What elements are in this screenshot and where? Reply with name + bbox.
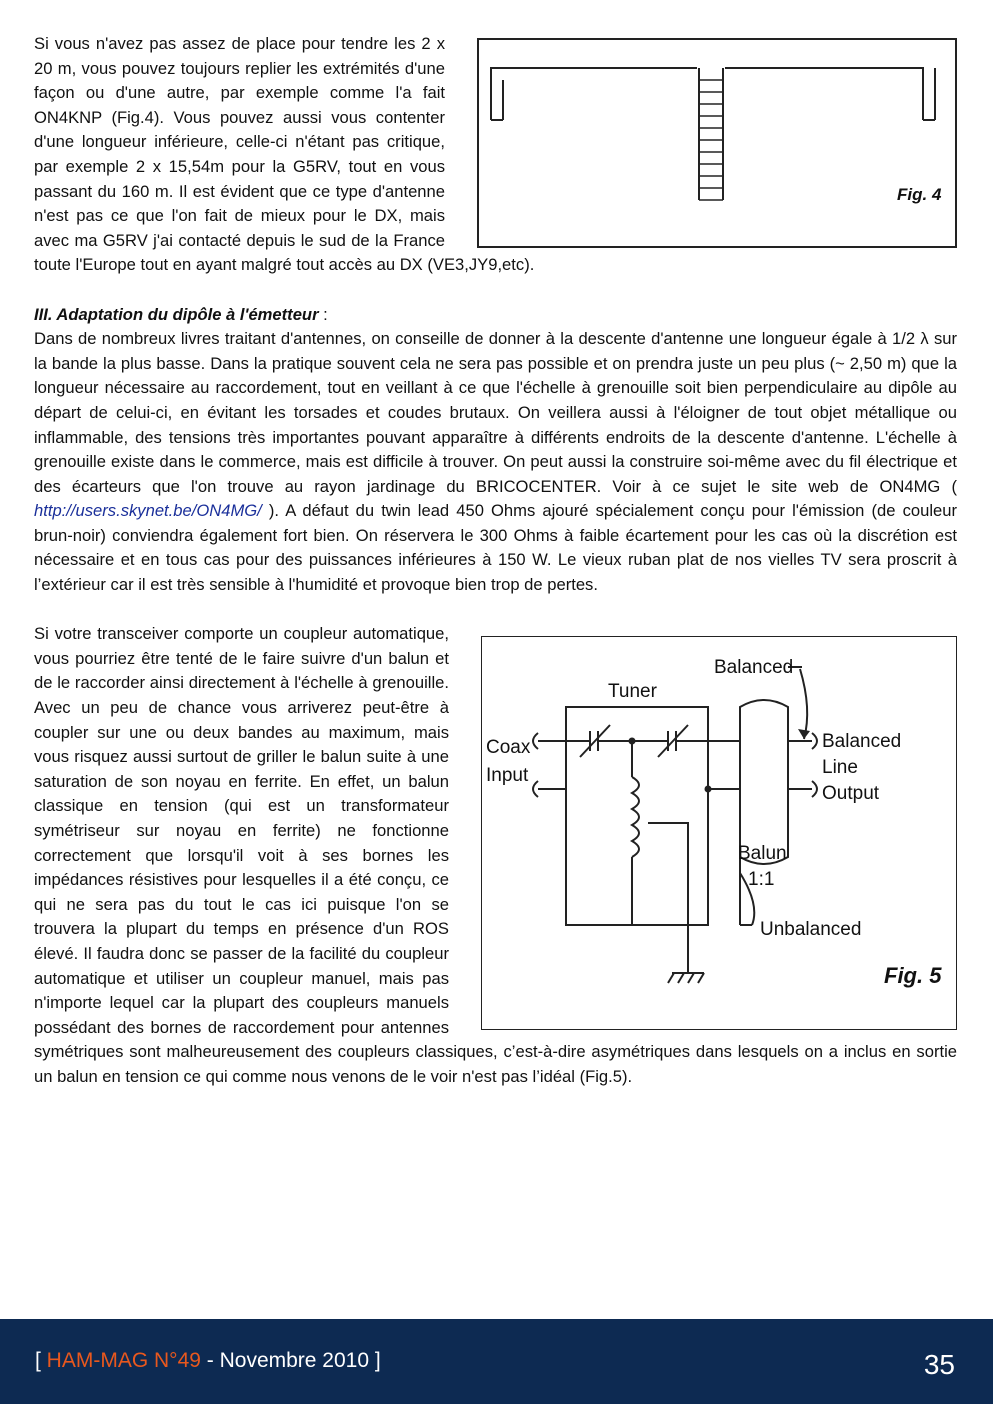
ratio-label: 1:1 bbox=[748, 869, 775, 891]
figure-4-frame bbox=[477, 38, 957, 248]
figure-4-label: Fig. 4 bbox=[897, 185, 942, 204]
footer-close: ] bbox=[369, 1349, 381, 1372]
input-label: Input bbox=[486, 765, 529, 787]
paragraph-feedline-part2: ). A défaut du twin lead 450 Ohms ajouré spécialement conçu pour l'émission (de couleur brun-noir) conviendra également fort bien. On réservera le 300 Ohms à faible écartement pour les cas où la discrétion est nécessaire et en tous cas pour des puissances inférieures à 150 W. Le vieux ruban plat de nos vielles TV sera proscrit à l’extérieur car il est très sensible à l'humidité et provoque bien trop de pertes. bbox=[34, 501, 957, 595]
footer-magazine: HAM-MAG N°49 bbox=[46, 1349, 201, 1372]
footer-separator: - bbox=[200, 1349, 220, 1372]
page-number: 35 bbox=[923, 1349, 955, 1380]
ladder-rungs bbox=[699, 80, 723, 200]
out-output-label: Output bbox=[822, 783, 880, 805]
article-body bbox=[34, 0, 957, 1090]
section-heading-colon: : bbox=[318, 304, 328, 324]
folded-dipole-diagram bbox=[479, 40, 955, 246]
footer-open: [ bbox=[35, 1349, 47, 1372]
out-line-label: Line bbox=[822, 757, 858, 779]
paragraph-folded-ends: Si vous n'avez pas assez de place pour tendre les 2 x 20 m, vous pouvez toujours replier les extrémités d'une façon ou d'une autre, par exemple comme l'a fait ON4KNP (Fig.4). Vous pouvez aussi vous contenter d'une longueur inférieure, celle-ci n'étant pas critique, par exemple 2 x 15,54m pour la G5RV, tout en vous passant du 160 m. Il est évident que ce type d'antenne n'est pas ce que l'on fait de mieux pour le DX, mais avec ma G5RV j'ai contacté depuis le sud de la France toute l'Europe tout en ayant malgré tout accès au DX (VE3,JY9,etc). bbox=[34, 34, 535, 275]
balanced-label: Balanced bbox=[714, 657, 794, 679]
paragraph-balun: Si votre transceiver comporte un coupleur automatique, vous pourriez être tenté de le faire suivre d'un balun et de le raccorder ainsi directement à l'échelle à grenouille. Avec un peu de chance vous arriverez peut-être à coupler sur une ou deux bandes au maximum, mais vous risquez aussi surtout de griller le balun suite à une saturation de son noyau en ferrite. En effet, un balun classique en tension (qui est un transformateur symétriseur sur noyau en ferrite) ne fonctionne correctement que lorsqu'il voit à ses bornes les impédances résistives pour lesquelles il a été conçu, ce qui ne sera pas du tout le cas ici puisque l'on se trouvera la plupart du temps en présence d'un ROS élevé. Il faudra donc se passer de la facilité du coupleur automatique et utiliser un coupleur manuel, mais pas n'importe lequel car la plupart des coupleurs manuels possédant des bornes de raccordement pour antennes symétriques sont malheureusement des coupleurs classiques, c’est-à-dire asymétriques dans lesquels on a inclus en sortie un balun en tension ce qui comme nous venons de le voir n'est pas l’idéal (Fig.5). bbox=[34, 624, 957, 1086]
figure-5-frame bbox=[481, 636, 957, 1030]
coax-label: Coax bbox=[486, 737, 531, 759]
section-3 bbox=[34, 303, 957, 328]
footer-bar bbox=[0, 1319, 993, 1404]
footer-date: Novembre 2010 bbox=[219, 1349, 370, 1372]
tuner-balun-diagram bbox=[482, 637, 955, 1028]
figure-5 bbox=[481, 636, 957, 1030]
on4mg-link[interactable]: http://users.skynet.be/ON4MG/ bbox=[34, 501, 262, 521]
right-arm-wire bbox=[725, 68, 923, 120]
paragraph-feedline-part1: Dans de nombreux livres traitant d'antennes, on conseille de donner à la descente d'antenne une longueur égale à 1/2 λ sur la bande la plus basse. Dans la pratique souvent cela ne sera pas possible et on prendra juste un peu plus (~ 2,50 m) que la longueur nécessaire au raccordement, tout en veillant à ce que l'échelle à grenouille soit bien perpendiculaire au dipôle au départ de celui-ci, en évitant les torsades et coudes brutaux. On veillera aussi à l'éloigner de tout objet métallique ou inflammable, des tensions très importantes pouvant apparaître à différents endroits de la descente d'antenne. L'échelle à grenouille existe dans le commerce, mais est difficile à trouver. On peut aussi la construire soi-même avec du fil électrique et des écarteurs que l'on trouve au rayon jardinage du BRICOCENTER. Voir à ce sujet le site web de ON4MG ( bbox=[34, 329, 957, 496]
figure-5-label: Fig. 5 bbox=[884, 963, 942, 989]
left-arm-wire bbox=[491, 68, 697, 120]
out-balanced-label: Balanced bbox=[822, 731, 902, 753]
section-heading: III. Adaptation du dipôle à l'émetteur bbox=[34, 304, 319, 324]
balun-core bbox=[740, 700, 788, 864]
tuner-box bbox=[566, 707, 708, 925]
tuner-label: Tuner bbox=[608, 681, 657, 703]
balun-label: Balun bbox=[738, 843, 787, 865]
figure-4 bbox=[477, 38, 957, 248]
paragraph-feedline bbox=[34, 327, 957, 598]
unbalanced-label: Unbalanced bbox=[760, 919, 862, 941]
footer-issue bbox=[35, 1349, 381, 1373]
